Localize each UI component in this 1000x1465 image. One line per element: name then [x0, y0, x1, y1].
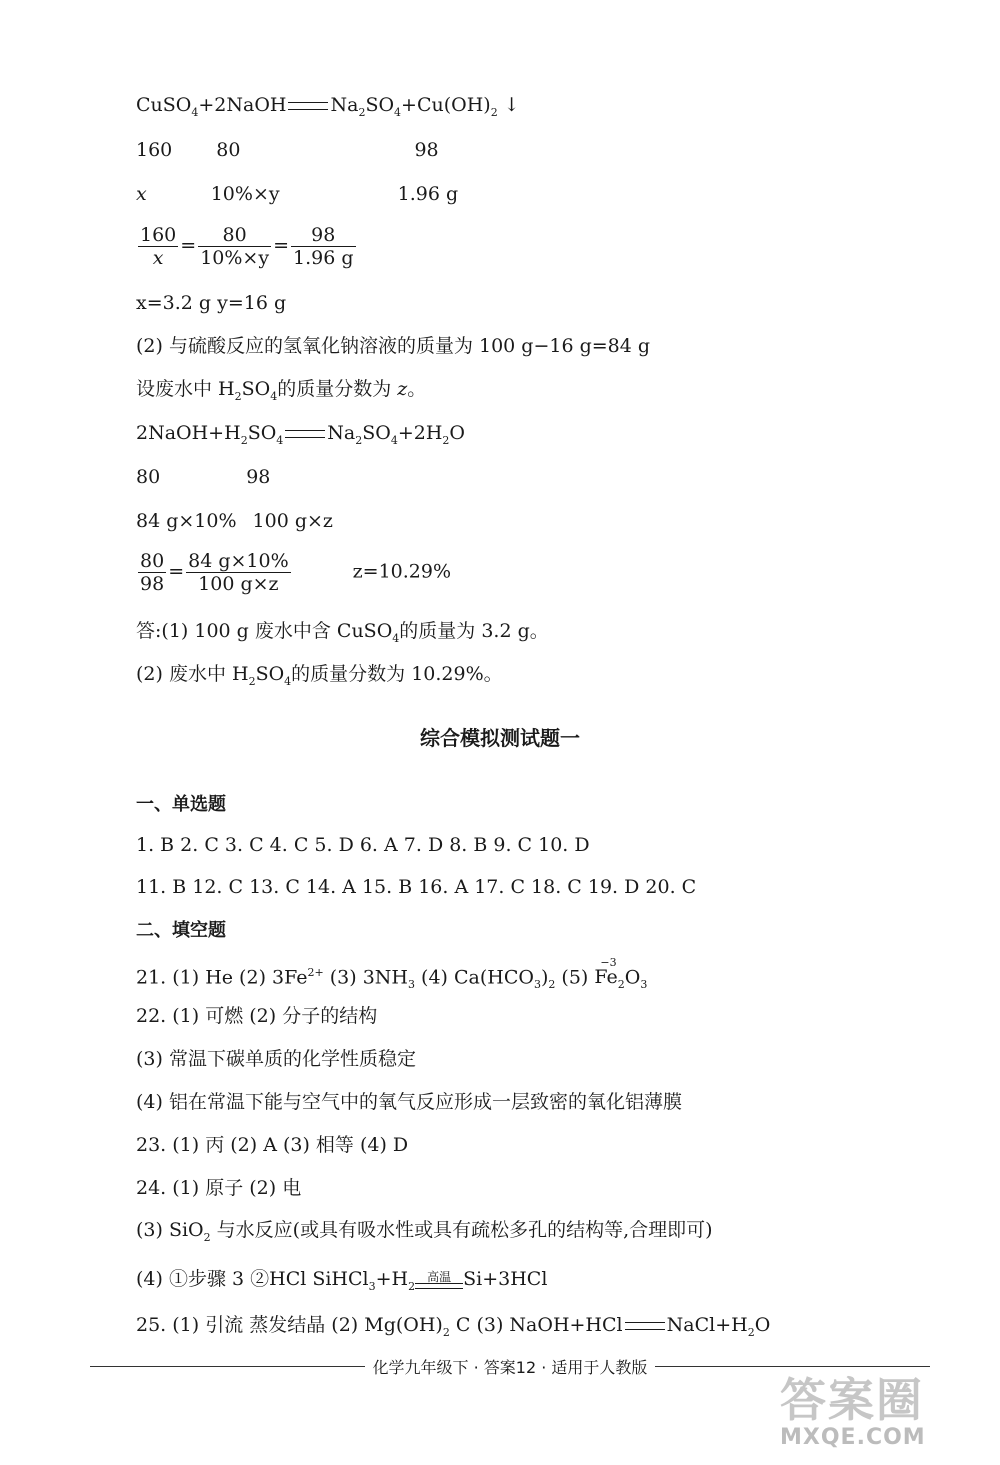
equation-naoh-h2so4: $2NaOH+H_2SO_4$ $Na_2SO_4+2H_2O$ — [136, 422, 465, 447]
q22-answer-2: (3) 常温下碳单质的化学性质稳定 — [136, 1048, 416, 1070]
q23-answer: 23. (1) 丙 (2) A (3) 相等 (4) D — [136, 1134, 409, 1156]
section-title: 综合模拟测试题一 — [420, 726, 580, 750]
q25-answer: 25. (1) 引流 蒸发结晶 (2) $Mg(OH)_2$ C (3) NaOH+HCl $NaCl+H_2O$ — [136, 1314, 771, 1339]
q24-answer-3: (4) ①步骤 3 ②HCl $SiHCl_3+H_2$ 高温 Si+3HCl — [136, 1268, 548, 1293]
footer-text: 化学九年级下 · 答案12 · 适用于人教版 — [365, 1358, 656, 1377]
answer-2: (2) 废水中 $H_2SO_4$的质量分数为 10.29%。 — [136, 663, 503, 688]
heading-single-choice: 一、单选题 — [136, 794, 226, 815]
answer-1: 答:(1) 100 g 废水中含 CuSO$_4$的质量为 3.2 g。 — [136, 620, 549, 645]
mc-answers-row-2: 11. B 12. C 13. C 14. A 15. B 16. A 17. C 18. C 19. D 20. C — [136, 876, 697, 898]
variable-row-2: 84 g×10% 100 g×z — [136, 510, 333, 532]
ratio-equation-2: $\frac{80}{98}$ = $\frac{84 g\times 10\%}{100 g\times z}$ z=10.29% — [140, 550, 452, 595]
q22-answer-1: 22. (1) 可燃 (2) 分子的结构 — [136, 1005, 378, 1027]
q22-answer-3: (4) 铝在常温下能与空气中的氧气反应形成一层致密的氧化铝薄膜 — [136, 1091, 682, 1113]
equation-cuso4: CuSO$_4$+2NaOH $Na_2SO_4+Cu(OH)_2$ ↓ — [136, 94, 520, 119]
ratio-equation: $\frac{160}{x}$ = $\frac{80}{10\%\times y}$ = $\frac{98}{1.96 g}$ — [140, 224, 354, 269]
q24-answer-2: (3) SiO$_2$ 与水反应(或具有吸水性或具有疏松多孔的结构等,合理即可) — [136, 1219, 713, 1244]
mc-answers-row-1: 1. B 2. C 3. C 4. C 5. D 6. A 7. D 8. B 9. C 10. D — [136, 834, 590, 856]
result-xy: x=3.2 g y=16 g — [136, 292, 287, 314]
relative-mass-row-2: 80 98 — [136, 466, 271, 488]
q21-answer: 21. (1) He (2) $3Fe^{2+}$ (3) $3NH_3$ (4) $Ca(HCO_3)_2$ (5) −3 $Fe_2O_3$ — [136, 956, 648, 992]
watermark-logo: 答案圈 MXQE.COM — [780, 1373, 926, 1450]
step-2-text: (2) 与硫酸反应的氢氧化钠溶液的质量为 100 g−16 g=84 g — [136, 335, 651, 357]
heading-fill-in: 二、填空题 — [136, 920, 226, 941]
variable-row: x 10%×y 1.96 g — [136, 183, 459, 205]
q24-answer-1: 24. (1) 原子 (2) 电 — [136, 1177, 302, 1199]
let-z-text: 设废水中 $H_2SO_4$的质量分数为 z。 — [136, 378, 427, 403]
relative-mass-row: 160 80 98 — [136, 139, 439, 161]
